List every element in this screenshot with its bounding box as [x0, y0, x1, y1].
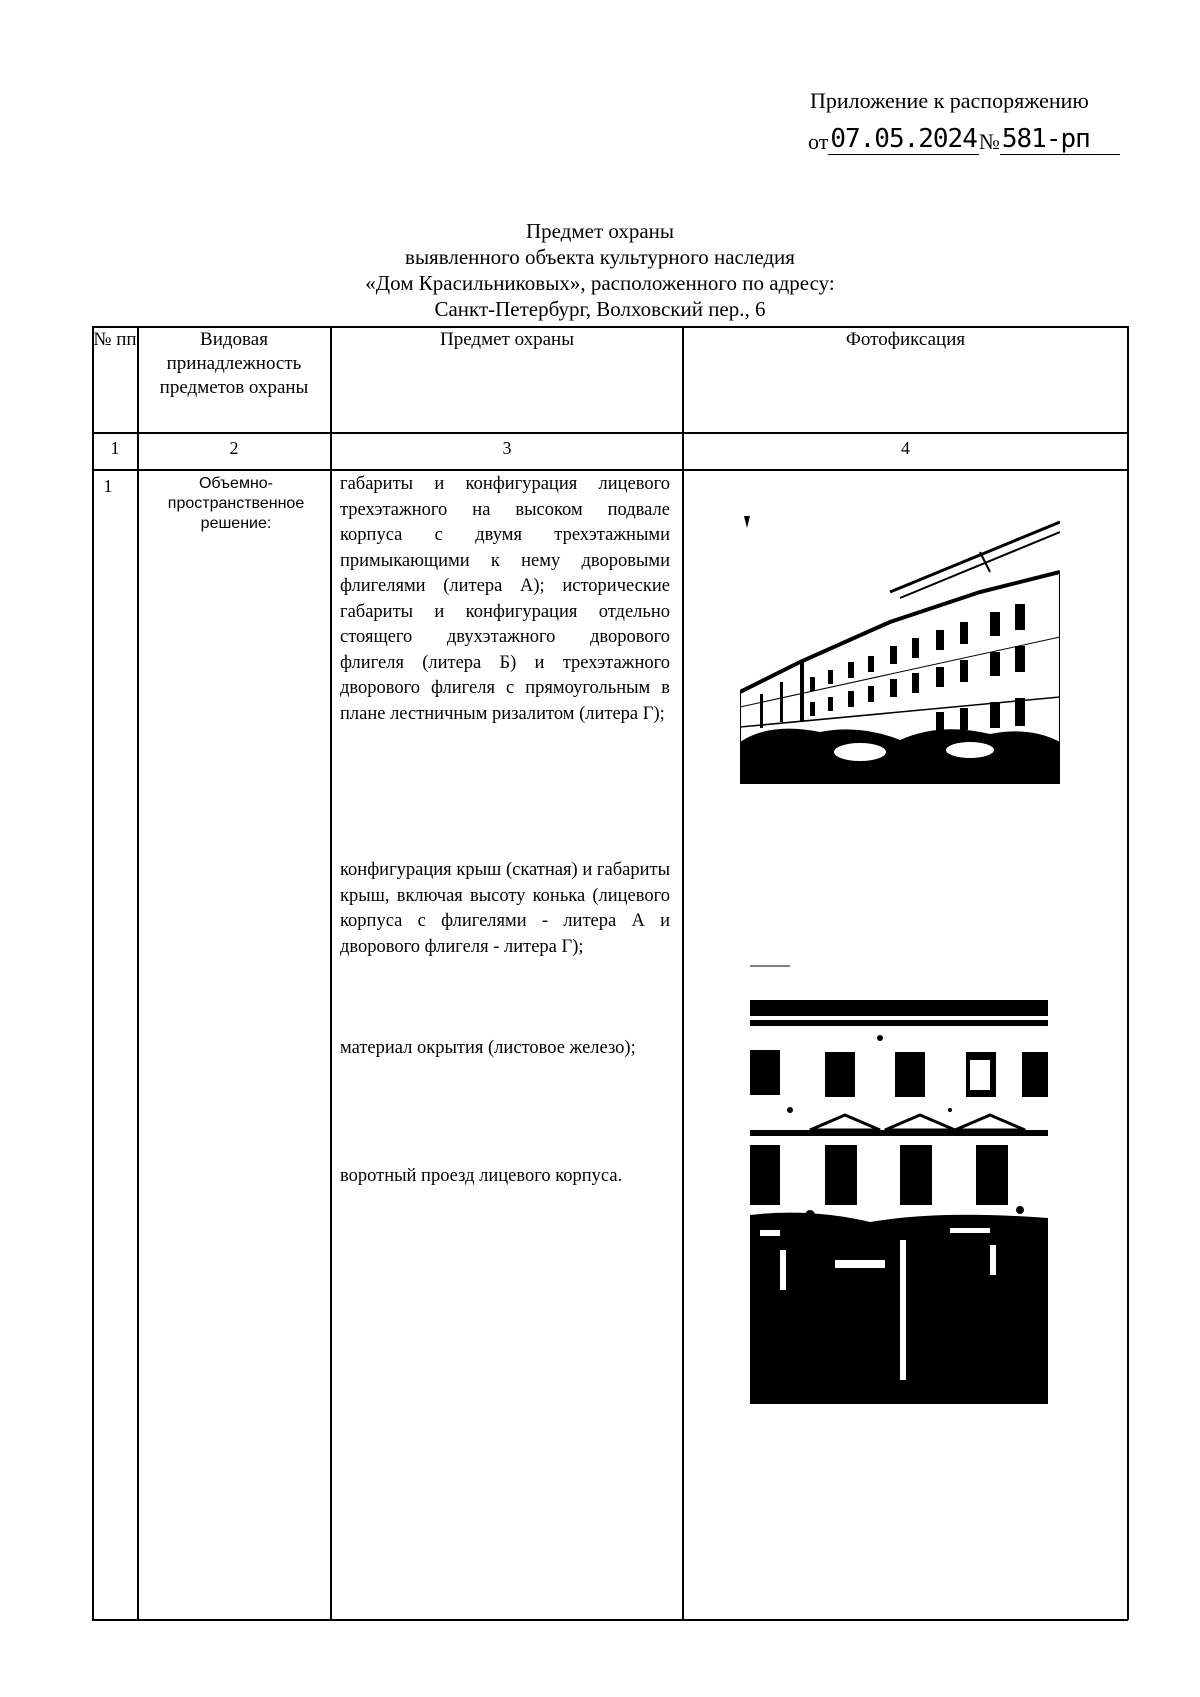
title-line-4: Санкт-Петербург, Волховский пер., 6 [434, 297, 766, 321]
row-number: 1 [103, 476, 113, 496]
column-number-3: 3 [502, 438, 512, 458]
table-border-bottom [92, 1619, 1128, 1621]
column-number-1: 1 [110, 438, 120, 458]
header-number: № пп [93, 329, 137, 350]
subject-item-roofs: конфигурация крыш (скатная) и габариты крыш, включая высоту конька (лицевого корпуса с флигелями - литера А и дворового флигеля - литера Г); [340, 860, 670, 957]
header-photo: Фотофиксация [845, 329, 966, 350]
title-line-1: Предмет охраны [525, 219, 675, 243]
date-prefix: от [808, 129, 829, 154]
title-line-2: выявленного объекта культурного наследия [405, 245, 795, 269]
table-border-numbers [92, 469, 1128, 471]
number-prefix: № [978, 129, 1000, 154]
subject-item-gateway: воротный проезд лицевого корпуса. [340, 1166, 623, 1186]
protection-type: Объемно-пространственное решение: [167, 475, 305, 532]
column-number-4: 4 [901, 438, 910, 458]
building-facade-closeup-photo [750, 960, 1048, 1404]
document-title [0, 218, 1200, 322]
subject-item-dimensions: габариты и конфигурация лицевого трехэтажного на высоком подвале корпуса с двумя трехэтажными примыкающими к нему дворовыми флигелями (литера А); исторические габариты и конфигурация отдельно стоящего двухэтажного дворового флигеля (литера Б) и трехэтажного дворового флигеля с прямоугольным в плане лестничным ризалитом (литера Г); [340, 474, 670, 724]
decree-reference [808, 124, 1120, 155]
subject-item-roof-material: материал окрытия (листовое железо); [340, 1038, 636, 1058]
street-facade-photo [740, 512, 1060, 784]
column-number-2: 2 [229, 438, 239, 458]
annex-label: Приложение к распоряжению [810, 88, 1089, 113]
decree-date: 07.05.2024 [830, 124, 977, 154]
table-border-left [92, 326, 94, 1620]
title-line-3: «Дом Красильниковых», расположенного по адресу: [365, 271, 835, 295]
header-subject: Предмет охраны [440, 329, 574, 350]
header-type: Видовая принадлежность предметов охраны [159, 329, 309, 398]
decree-number: 581-рп [1000, 124, 1120, 155]
table-border-right [1127, 326, 1129, 1620]
table-col-divider-3 [682, 326, 684, 1620]
table-col-divider-1 [137, 326, 139, 1620]
table-col-divider-2 [330, 326, 332, 1620]
table-border-header [92, 432, 1128, 434]
